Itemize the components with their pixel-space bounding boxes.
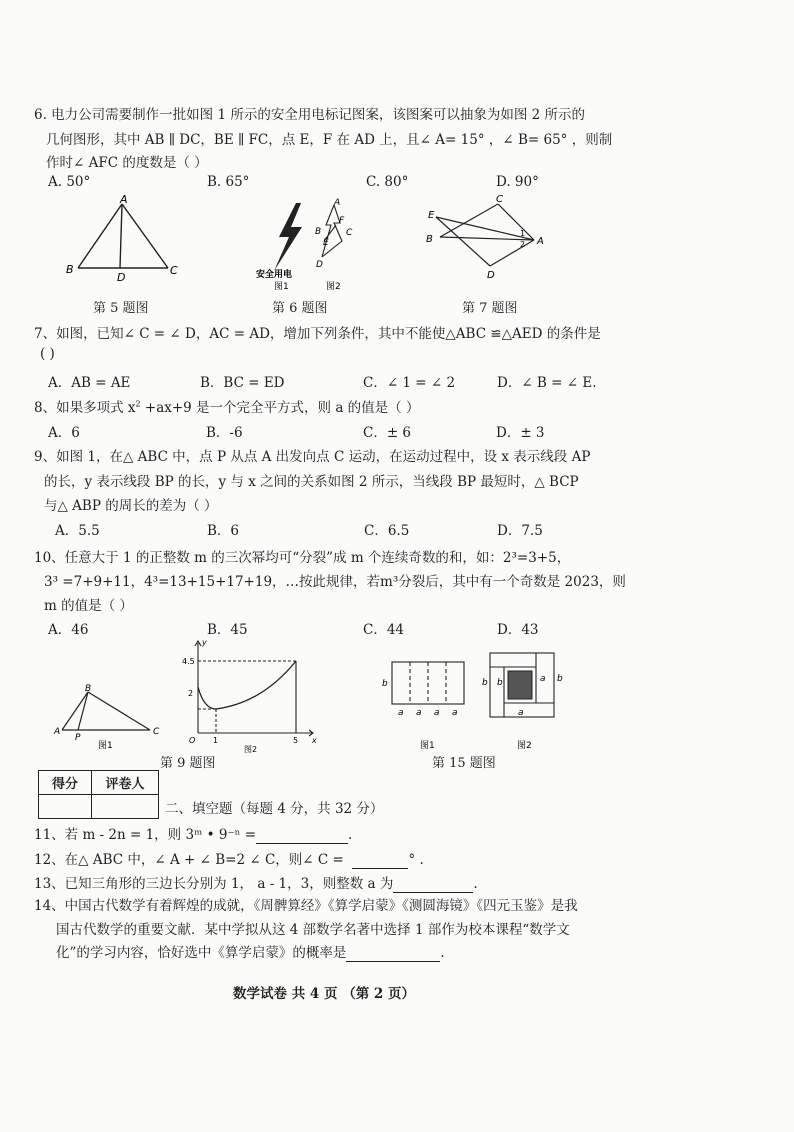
q7-line2: ( ) (40, 346, 55, 362)
lightning-bolt-icon (274, 203, 302, 271)
q8-post: +ax+9 是一个完全平方式，则 a 的值是（ ） (140, 400, 420, 416)
score-cell[interactable] (39, 795, 92, 819)
figure-9-2-graph (172, 637, 322, 755)
q6-line2: 几何图形，其中 AB ∥ DC，BE ∥ FC，点 E，F 在 AD 上，且∠ A= 15° ，∠ B= 65° ，则制 (46, 132, 613, 148)
q9-line2: 的长，y 表示线段 BP 的长，y 与 x 之间的关系如图 2 所示，当线段 BP 最短时，△ BCP (44, 474, 579, 490)
q6-option-d: D. 90° (496, 174, 539, 190)
fig15-1-label-a3: a (434, 708, 440, 718)
fig9-2-sub: 图2 (244, 745, 258, 754)
q7-line1: 7、如图，已知∠ C = ∠ D，AC = AD，增加下列条件，其中不能使△ABC ≌△AED 的条件是 (34, 326, 601, 342)
q14-line2: 国古代数学的重要文献．某中学拟从这 4 部数学名著中选择 1 部作为校本课程“数学文 (56, 922, 570, 938)
figure-15-2 (480, 645, 570, 750)
q13-line (34, 872, 478, 893)
q10-line1: 10、任意大于 1 的正整数 m 的三次幂均可“分裂”成 m 个连续奇数的和，如：2³=3+5， (34, 550, 571, 566)
fig6-sub-2: 图2 (326, 282, 341, 292)
fig15-1-label-b: b (382, 679, 388, 689)
q10-option-d: D．43 (497, 622, 539, 638)
q11-answer-blank[interactable] (256, 827, 348, 844)
q9-option-c: C．6.5 (364, 523, 410, 539)
fig6-label-e: E (323, 238, 329, 248)
fig9-1-label-a: A (54, 727, 61, 737)
figure-7 (420, 190, 560, 280)
shaded-square (508, 671, 532, 699)
q11-text: 11、若 m - 2n = 1，则 3ᵐ • 9⁻ⁿ = (34, 827, 257, 843)
q14-answer-blank[interactable] (346, 945, 440, 962)
q6-line1: 6. 电力公司需要制作一批如图 1 所示的安全用电标记图案，该图案可以抽象为如图 2 所示的 (34, 107, 586, 123)
q12-line (34, 848, 424, 869)
q12-end: ° . (408, 852, 424, 868)
fig7-label-a: A (537, 236, 544, 247)
q13-answer-blank[interactable] (393, 876, 473, 893)
fig9-1-label-b: B (85, 684, 92, 694)
fig6-label-b: B (315, 227, 322, 237)
q8-exponent: 2 (135, 399, 141, 409)
q6-line3: 作时∠ AFC 的度数是（ ） (46, 155, 208, 171)
caption-fig5: 第 5 题图 (93, 301, 149, 316)
q8-option-d: D．± 3 (496, 425, 545, 441)
fig15-2-label-a1: a (540, 674, 546, 684)
section-2-heading: 二、填空题（每题 4 分，共 32 分） (165, 801, 384, 817)
page-footer: 数学试卷 共 4 页 （第 2 页） (233, 986, 415, 1002)
fig15-2-label-b1: b (482, 678, 488, 688)
q14-end: . (440, 945, 445, 961)
q6-option-b: B. 65° (207, 174, 250, 190)
fig15-2-sub: 图2 (517, 741, 532, 750)
fig9-2-label-2: 2 (188, 689, 194, 698)
caption-fig9: 第 9 题图 (160, 756, 216, 771)
fig9-1-sub: 图1 (98, 741, 113, 751)
figure-9-1 (52, 682, 170, 752)
q7-option-d: D．∠ B = ∠ E. (497, 375, 597, 391)
q7-option-b: B．BC = ED (200, 375, 285, 391)
fig15-2-label-a2: a (518, 708, 524, 718)
fig7-label-d: D (487, 270, 495, 280)
caption-fig6: 第 6 题图 (272, 301, 328, 316)
q6-option-a: A. 50° (48, 174, 91, 190)
q7-option-c: C．∠ 1 = ∠ 2 (363, 375, 456, 391)
fig6-label-a: A (334, 198, 341, 208)
fig7-label-e: E (428, 210, 435, 221)
q10-line3: m 的值是（ ） (44, 598, 133, 614)
q13-end: . (473, 876, 478, 892)
fig9-1-label-p: P (75, 733, 81, 743)
fig5-label-a: A (120, 193, 128, 206)
q10-line2: 3³ =7+9+11，4³=13+15+17+19，…按此规律，若m³分裂后，其中有一个奇数是 2023，则 (44, 574, 626, 590)
fig15-1-label-a2: a (416, 708, 422, 718)
fig9-1-label-c: C (153, 727, 160, 737)
q12-answer-blank[interactable] (352, 852, 408, 869)
q11-end: . (348, 827, 353, 843)
fig9-2-label-45: 4.5 (182, 657, 195, 666)
q9-line1: 9、如图 1，在△ ABC 中，点 P 从点 A 出发向点 C 运动，在运动过程中，设 x 表示线段 AP (34, 449, 591, 465)
fig15-1-label-a4: a (452, 708, 458, 718)
q6-option-c: C. 80° (366, 174, 409, 190)
q11-line (34, 823, 352, 844)
fig6-sub-1: 图1 (274, 282, 289, 292)
fig9-2-label-o: O (189, 736, 196, 745)
q10-option-b: B．45 (207, 622, 248, 638)
q10-option-c: C．44 (363, 622, 405, 638)
fig15-2-label-b3: b (557, 674, 563, 684)
figure-5 (60, 192, 195, 282)
fig5-label-b: B (66, 263, 74, 276)
score-header: 得分 (39, 771, 92, 795)
fig15-1-sub: 图1 (420, 741, 435, 751)
grader-cell[interactable] (92, 795, 159, 819)
q7-option-a: A．AB = AE (48, 375, 131, 391)
q13-text: 13、已知三角形的三边长分别为 1， a - 1，3，则整数 a 为 (34, 876, 394, 892)
score-table (38, 770, 159, 819)
q14-line3 (56, 941, 445, 962)
fig6-safety-text: 安全用电 (256, 270, 293, 280)
fig6-label-f: F (339, 216, 345, 226)
fig9-2-label-y: y (202, 638, 207, 647)
fig9-2-label-5: 5 (293, 736, 299, 745)
fig6-label-d: D (316, 260, 323, 270)
q9-option-a: A．5.5 (55, 523, 100, 539)
fig7-label-2: 2 (520, 240, 526, 249)
fig9-2-label-1: 1 (213, 736, 219, 745)
q12-text: 12、在△ ABC 中，∠ A + ∠ B=2 ∠ C，则∠ C = (34, 852, 344, 868)
q8-line (34, 396, 419, 416)
caption-fig15: 第 15 题图 (432, 756, 496, 771)
q9-option-b: B．6 (207, 523, 240, 539)
q14-text: 化”的学习内容，恰好选中《算学启蒙》的概率是 (56, 945, 347, 961)
fig5-label-c: C (170, 264, 178, 277)
fig6-label-c: C (346, 228, 353, 238)
q9-line3: 与△ ABP 的周长的差为（ ） (44, 498, 218, 514)
q9-option-d: D．7.5 (497, 523, 543, 539)
fig5-label-d: D (117, 271, 126, 282)
caption-fig7: 第 7 题图 (462, 301, 518, 316)
q8-option-b: B．-6 (206, 425, 243, 441)
fig7-label-1: 1 (520, 229, 526, 238)
q8-option-a: A．6 (48, 425, 80, 441)
fig7-label-b: B (426, 234, 433, 245)
q8-pre: 8、如果多项式 x (34, 400, 136, 416)
figure-15-1 (380, 652, 475, 752)
fig7-label-c: C (496, 194, 503, 205)
fig15-1-label-a1: a (398, 708, 404, 718)
q10-option-a: A．46 (48, 622, 89, 638)
fig9-2-label-x: x (312, 736, 317, 745)
q14-line1: 14、中国古代数学有着辉煌的成就，《周髀算经》《算学启蒙》《测圆海镜》《四元玉鉴》是我 (34, 898, 578, 914)
figure-6 (246, 195, 366, 293)
grader-header: 评卷人 (92, 771, 159, 795)
fig15-2-label-b2: b (497, 678, 503, 688)
q8-option-c: C．± 6 (363, 425, 412, 441)
